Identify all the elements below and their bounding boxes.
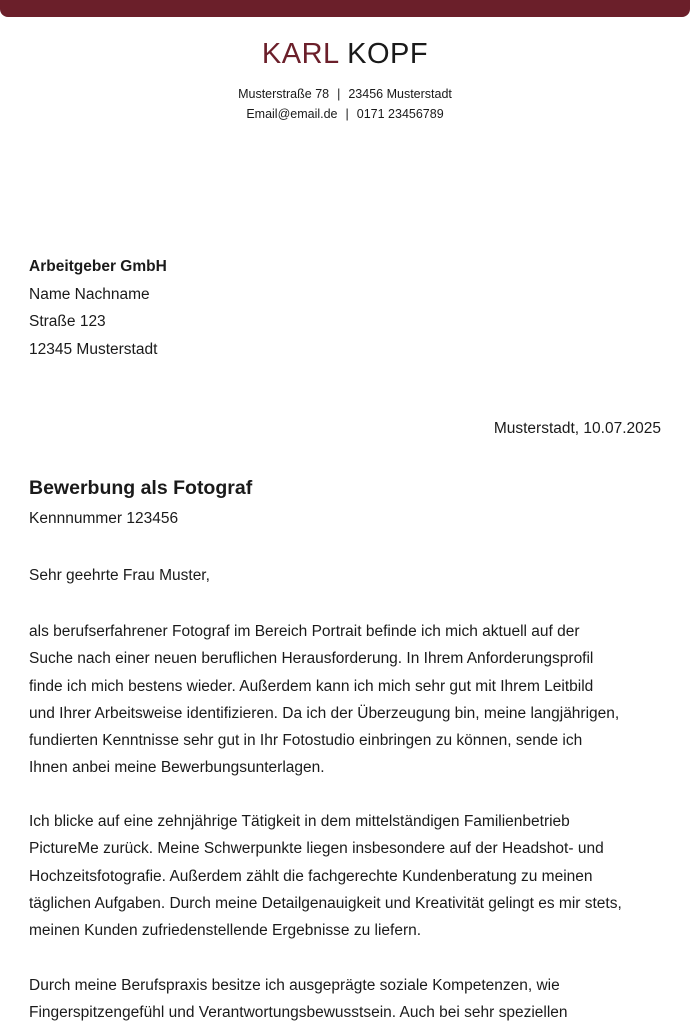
paragraph-line: täglichen Aufgaben. Durch meine Detailgenauigkeit und Kreativität gelingt es mir stets, <box>29 894 622 912</box>
paragraph-line: als berufserfahrener Fotograf im Bereich Portrait befinde ich mich aktuell auf der <box>29 623 580 640</box>
paragraph-line: Fingerspitzengefühl und Verantwortungsbewusstsein. Auch bei sehr speziellen <box>29 1004 568 1022</box>
body-paragraph-1 <box>29 618 669 782</box>
recipient-city: 12345 Musterstadt <box>29 340 158 358</box>
applicant-city: 23456 Musterstadt <box>348 87 452 101</box>
recipient-street: Straße 123 <box>29 313 106 330</box>
letter-subject: Bewerbung als Fotograf <box>29 477 253 499</box>
paragraph-line: Ich blicke auf eine zehnjährige Tätigkeit in dem mittelständigen Familienbetrieb <box>29 813 570 830</box>
applicant-name <box>0 36 690 72</box>
header-accent-bar <box>0 0 690 17</box>
recipient-company: Arbeitgeber GmbH <box>29 258 167 275</box>
applicant-address-line <box>0 85 690 103</box>
applicant-street: Musterstraße 78 <box>238 87 330 101</box>
recipient-contact: Name Nachname <box>29 285 150 303</box>
paragraph-line: Durch meine Berufspraxis besitze ich ausgeprägte soziale Kompetenzen, wie <box>29 977 560 994</box>
applicant-last-name: KOPF <box>347 38 429 70</box>
body-paragraph-3 <box>29 972 669 1026</box>
salutation: Sehr geehrte Frau Muster, <box>29 567 210 584</box>
paragraph-line: Hochzeitsfotografie. Außerdem zählt die fachgerechte Kundenberatung zu meinen <box>29 867 593 885</box>
paragraph-line: und Ihrer Arbeitsweise identifizieren. Da ich der Überzeugung bin, meine langjährigen, <box>29 704 620 722</box>
paragraph-line: Ihnen anbei meine Bewerbungsunterlagen. <box>29 759 325 777</box>
body-paragraph-2 <box>29 808 669 944</box>
contact-separator: | <box>337 87 341 101</box>
paragraph-line: meinen Kunden zufriedenstellende Ergebnisse zu liefern. <box>29 922 422 940</box>
paragraph-line: PictureMe zurück. Meine Schwerpunkte liegen insbesondere auf der Headshot- und <box>29 840 604 858</box>
paragraph-line: fundierten Kenntnisse sehr gut in Ihr Fotostudio einbringen zu können, sende ich <box>29 732 583 750</box>
letter-date: Musterstadt, 10.07.2025 <box>493 420 661 437</box>
applicant-contact-line <box>0 105 690 123</box>
reference-number: Kennnummer 123456 <box>29 510 179 527</box>
paragraph-line: finde ich mich bestens wieder. Außerdem kann ich mich sehr gut mit Ihrem Leitbild <box>29 677 594 695</box>
applicant-first-name: KARL <box>261 38 339 70</box>
contact-separator: | <box>345 107 349 121</box>
recipient-address-block <box>29 253 167 363</box>
applicant-email: Email@email.de <box>246 107 338 121</box>
paragraph-line: Suche nach einer neuen beruflichen Herausforderung. In Ihrem Anforderungsprofil <box>29 650 594 668</box>
applicant-phone: 0171 23456789 <box>356 107 444 121</box>
